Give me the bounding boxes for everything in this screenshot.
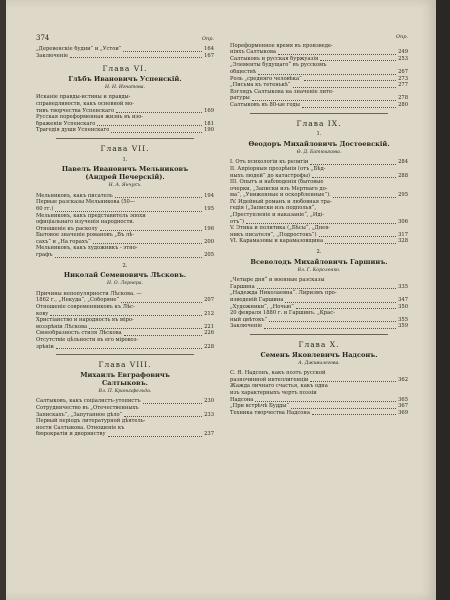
chapter-entries (36, 94, 214, 134)
entry-title: Салтыковъ въ 80-ые годы (230, 101, 300, 108)
entry-last-line (230, 82, 408, 89)
column-header-right: Опр. (395, 34, 408, 40)
dot-leader (285, 298, 396, 303)
entry-page: 317 (398, 231, 408, 238)
dot-leader (291, 404, 396, 409)
entry-title: Надсона (230, 396, 254, 403)
entry-page: 288 (398, 172, 408, 179)
toc-entry (230, 310, 408, 323)
entry-page: 362 (398, 376, 408, 383)
right-column (230, 34, 408, 416)
section-writer: Ѳ. Д. Батюшкова. (296, 149, 342, 155)
entry-last-line (230, 232, 408, 239)
dot-leader (278, 50, 396, 55)
entry-last-line (230, 69, 408, 76)
dot-leader (55, 207, 202, 212)
dot-leader (111, 128, 202, 133)
entry-title: Запискахъ“, „Запутанное дѣло“ (36, 411, 123, 418)
entry-line: Взглядъ Салтыкова на значеніе лите- (230, 88, 334, 95)
entry-last-line (36, 330, 214, 337)
entry-page: 369 (398, 409, 408, 416)
entry-last-line (230, 403, 408, 410)
entry-line: Отношеніе современниковъ къ Лѣс- (36, 304, 135, 311)
toc-entry (36, 53, 214, 60)
entry-line: Жажда личнаго счастья, какъ одна (230, 383, 328, 390)
author-pseudonym: (Андрей Печерскій). (85, 173, 165, 182)
toc-entry (230, 410, 408, 417)
entry-last-line (230, 76, 408, 83)
toc-entry (36, 127, 214, 134)
entry-title: ма“, „Униженные и оскорбленные“). (230, 192, 331, 199)
entry-title: тивъ творчества Успенскаго (36, 107, 115, 114)
entry-page: 221 (204, 323, 214, 330)
entry-page: 295 (398, 192, 408, 199)
entry-title: ніяхъ Салтыкова (230, 49, 276, 56)
entry-line: Мельниковъ, какъ художникъ - этно- (36, 245, 138, 252)
entry-title: Салтыковъ, какъ соціалистъ-утопистъ (36, 398, 141, 405)
entry-title: бюрократіи и дворянству (36, 431, 106, 438)
toc-entry (230, 238, 408, 245)
entry-page: 164 (204, 46, 214, 52)
entry-title: Техника творчества Надсона (230, 409, 310, 416)
toc-entry (36, 330, 214, 337)
chapter-title: Глава VII. (100, 143, 150, 153)
entry-last-line (36, 239, 214, 246)
entry-page: 280 (398, 101, 408, 108)
entry-title: VI. Карамазовы и карамазовщина (230, 238, 324, 245)
divider (56, 138, 194, 139)
entry-line: III. Опытъ и наблюденія (бытовые (230, 179, 324, 186)
dot-leader (296, 304, 396, 309)
entry-last-line (36, 127, 214, 134)
entry-title: Гаршина (230, 283, 255, 290)
entry-line: Бытовое значеніе романовъ „Въ лѣ- (36, 232, 135, 239)
entry-page: 200 (204, 238, 214, 245)
toc-entry (230, 166, 408, 179)
chapter-entries (230, 159, 408, 245)
toc-entry (36, 418, 214, 438)
entry-title: „Письма къ тетенькѣ“ (230, 82, 291, 89)
toc-entry (36, 317, 214, 330)
entry-page: 233 (204, 411, 214, 418)
toc-entry (230, 370, 408, 383)
entry-page: 228 (204, 343, 214, 350)
chapter-author (36, 371, 214, 387)
section-writer: Н. Н. Игнатова. (105, 84, 145, 90)
entry-last-line (230, 102, 408, 109)
entry-page: 169 (204, 107, 214, 114)
entry-last-line (230, 159, 408, 166)
toc-entry (230, 89, 408, 102)
toc-entry (36, 304, 214, 317)
entry-title: отъ“) (230, 218, 244, 225)
dot-leader (124, 331, 203, 336)
entry-last-line (230, 49, 408, 56)
entry-line: изъ характерныхъ чертъ поэзіи (230, 389, 317, 396)
toc-entry (230, 76, 408, 83)
entry-title: ратуры (230, 95, 250, 102)
entry-title: изведеній Гаршина (230, 297, 284, 303)
dot-leader (55, 253, 203, 258)
toc-entry (36, 232, 214, 245)
toc-entry (36, 94, 214, 114)
toc-entry (36, 199, 214, 212)
toc-entry (36, 46, 214, 53)
dot-leader (255, 397, 396, 402)
entry-last-line (230, 323, 408, 330)
dot-leader (246, 219, 396, 224)
right-top-entries (230, 43, 408, 109)
chapter-author: Семенъ Яковлевичъ Надсонъ. (260, 350, 378, 359)
entry-title: обществѣ (230, 68, 256, 75)
dot-leader (257, 284, 396, 289)
entry-title: браженіи Успенскаго (36, 120, 96, 127)
entry-page: 284 (398, 159, 408, 166)
entry-line: гедія („Записки изъ подполья“, (230, 205, 317, 212)
dot-leader (97, 121, 202, 126)
entry-title: „Деревенскіе будни“ и „Устои“ (36, 46, 122, 52)
dot-leader (121, 298, 202, 303)
entry-line: II. Апріорныя прозрѣнія (отъ „Бѣд- (230, 165, 326, 172)
entry-last-line (36, 431, 214, 438)
toc-entry (230, 102, 408, 109)
entry-title: I. Отъ психологіи къ религіи (230, 159, 309, 166)
entry-last-line (36, 46, 214, 53)
entry-title: Своеобразность стиля Лѣскова (36, 330, 122, 337)
toc-entry (36, 337, 214, 350)
entry-title: „При встрѣчѣ Будды“ (230, 403, 290, 410)
entry-last-line (36, 398, 214, 405)
column-header-left: Опр. (201, 36, 214, 42)
entry-page: 196 (204, 225, 214, 232)
entry-page: 194 (204, 192, 214, 199)
chapter-entries (230, 370, 408, 416)
toc-entry (230, 179, 408, 199)
chapter-entries (230, 277, 408, 330)
entry-page: 205 (204, 252, 214, 259)
entry-line: Сотрудничество въ „Отечественныхъ (36, 404, 139, 411)
entry-title: Трагедія души Успенскаго (36, 127, 110, 134)
entry-last-line (36, 324, 214, 331)
entry-title: Салтыковъ и русская буржуазія (230, 55, 319, 62)
entry-line: Первый періодъ литературной дѣятель- (36, 418, 146, 425)
chapter-title: Глава X. (298, 339, 340, 349)
entry-title: ный цвѣтокъ“ (230, 316, 268, 323)
entry-title: Заключеніе (230, 323, 263, 330)
entry-line: Русская пореформенная жизнь въ изо- (36, 114, 144, 121)
entry-page: 253 (398, 55, 408, 62)
entry-last-line (36, 206, 214, 213)
toc-entry (230, 323, 408, 330)
dot-leader (312, 410, 396, 415)
divider (56, 354, 194, 355)
toc-entry (36, 114, 214, 127)
chapter-author: Всеволодъ Михайловичъ Гаршинъ. (250, 257, 388, 266)
entry-page: 249 (398, 49, 408, 56)
toc-entry (230, 159, 408, 166)
section-writer: Вл. П. Кранихфельда. (98, 388, 152, 394)
entry-last-line (230, 95, 408, 102)
entry-page: 278 (398, 95, 408, 102)
entry-page: 365 (398, 396, 408, 403)
entry-title: кову (36, 310, 49, 317)
entry-title: офиціальнаго изученія народности. (36, 219, 135, 226)
entry-line: „Надежда Николаевна“. Лиризмъ про- (230, 290, 337, 297)
entry-title: разночинной интеллигенціи (230, 376, 309, 383)
page-number: 374 (36, 34, 50, 42)
dot-leader (100, 226, 202, 231)
entry-last-line (230, 317, 408, 324)
entry-line: С. Я. Надсонъ, какъ поэтъ русской (230, 370, 326, 377)
dot-leader (264, 324, 396, 329)
entry-title: графъ (36, 252, 53, 259)
dot-leader (124, 412, 202, 417)
entry-page: 306 (398, 218, 408, 225)
entry-last-line (230, 238, 408, 245)
section-number: 1. (316, 131, 322, 138)
entry-title: „Художники“, „Ночью“ (230, 303, 294, 310)
chapter-author: Ѳеодоръ Михайловичъ Достоевскій. (248, 139, 390, 148)
divider (250, 334, 388, 335)
entry-page: 355 (398, 316, 408, 323)
book-page (6, 0, 436, 600)
dot-leader (325, 239, 396, 244)
author-name: Павелъ Ивановичъ Мельниковъ (61, 165, 189, 174)
toc-entry (36, 405, 214, 418)
entry-last-line (230, 377, 408, 384)
toc-entry (230, 277, 408, 290)
dot-leader (258, 70, 396, 75)
chapter-author: Глѣбъ Ивановичъ Успенскій. (68, 74, 182, 83)
section-writer: А. Дживилегова. (298, 360, 340, 366)
entry-title: Отношеніе къ расколу (36, 225, 98, 232)
dot-leader (116, 108, 202, 113)
entry-line: Мельниковъ, какъ представитель эпохи (36, 212, 146, 219)
author-name: Михаилъ Евграфовичъ (80, 370, 170, 379)
entry-line: V. Этика и политика („Бѣсы“, „Днев- (230, 225, 330, 232)
chapter-title: Глава VI. (102, 64, 148, 74)
chapter-entries (36, 398, 214, 438)
dot-leader (123, 47, 202, 52)
entry-last-line (36, 252, 214, 259)
entry-line: Причины непопулярности Лѣскова. — (36, 290, 142, 297)
entry-title: Мельниковъ, какъ писатель (36, 192, 113, 199)
entry-last-line (36, 344, 214, 351)
facing-page-edge (436, 0, 450, 600)
dot-leader (319, 232, 397, 237)
toc-entry (36, 291, 214, 304)
chapter-author (36, 165, 214, 181)
section-writer: Н. А. Янчукъ. (108, 183, 142, 189)
author-surname: Салтыковъ. (102, 378, 148, 387)
entry-line: „Элементы будущаго“ въ русскомъ (230, 62, 327, 69)
section-writer: Н. О. Лернера. (107, 281, 143, 287)
entry-page: 359 (398, 323, 408, 330)
entry-page: 367 (398, 403, 408, 410)
entry-last-line (230, 297, 408, 304)
dot-leader (269, 317, 396, 322)
entry-line: очерки, „Записки изъ Мертваго до- (230, 185, 328, 192)
dot-leader (252, 96, 396, 101)
entry-last-line (36, 121, 214, 128)
entry-page: 350 (398, 303, 408, 310)
toc-entry (230, 225, 408, 238)
chapter-title: Глава IX. (296, 118, 342, 128)
entry-line: „Преступленіе и наказаніе“, „Иді- (230, 212, 324, 219)
section-number: 2. (316, 249, 322, 256)
entry-page: 181 (204, 120, 214, 127)
entry-page: 226 (204, 330, 214, 337)
entry-line: Христіанство и народность въ міро- (36, 317, 134, 324)
toc-entry (36, 398, 214, 405)
entry-title: 1862 г., „Некуда“, „Соборяне“ (36, 297, 120, 304)
toc-entry (230, 403, 408, 410)
dot-leader (108, 432, 203, 437)
entry-line: Отсутствіе цѣльности въ его міровоз- (36, 337, 139, 343)
entry-line: ности Салтыкова. Отношеніе къ (36, 424, 125, 431)
section-number: 2. (122, 262, 128, 269)
divider (250, 113, 388, 114)
dot-leader (143, 399, 203, 404)
entry-last-line (36, 53, 214, 60)
toc-entry (230, 290, 408, 303)
dot-leader (310, 160, 396, 165)
entry-title: воззрѣніи Лѣскова (36, 323, 88, 330)
entry-title: Роль „средняго человѣка“ (230, 75, 302, 82)
entry-title: ныхъ людей“ до катастрофы) (230, 172, 310, 179)
dot-leader (333, 193, 396, 198)
entry-page: 347 (398, 297, 408, 303)
dot-leader (56, 344, 202, 349)
entry-page: 267 (398, 68, 408, 75)
dot-leader (304, 76, 396, 81)
entry-line: Пореформенное время въ произведе- (230, 42, 333, 49)
chapter-author: Николай Семеновичъ Лѣсковъ. (63, 271, 187, 280)
entry-page: 167 (204, 52, 214, 59)
entry-page: 207 (204, 297, 214, 304)
entry-line: Первые разсказы Мельникова (50— (36, 199, 136, 206)
toc-entry (36, 213, 214, 226)
entry-title: никъ писателя“, „Подростокъ“) (230, 231, 317, 238)
dot-leader (70, 53, 202, 58)
entry-page: 212 (204, 310, 214, 317)
entry-page: 273 (398, 75, 408, 82)
dot-leader (302, 103, 396, 108)
entry-last-line (36, 219, 214, 226)
dot-leader (93, 239, 202, 244)
entry-title: сахъ“ и „На горахъ“ (36, 238, 91, 245)
section-number: 1. (122, 156, 128, 163)
entry-title: 60 гг.) (36, 205, 54, 212)
entry-page: 195 (204, 205, 214, 212)
toc-entry (230, 199, 408, 225)
toc-entry (230, 82, 408, 89)
entry-last-line (36, 311, 214, 318)
entry-last-line (230, 192, 408, 199)
dot-leader (310, 377, 396, 382)
chapter-title: Глава VIII. (98, 360, 152, 370)
left-top-entries (36, 46, 214, 59)
chapter-entries (36, 291, 214, 350)
entry-last-line (230, 410, 408, 417)
toc-entry (230, 383, 408, 403)
entry-line: справедливости, какъ основной мо- (36, 100, 134, 107)
toc-entry (230, 43, 408, 56)
chapter-entries (36, 193, 214, 259)
section-writer: Вл. Г. Короленко. (297, 267, 341, 273)
entry-page: 237 (204, 431, 214, 438)
toc-entry (230, 62, 408, 75)
entry-page: 335 (398, 283, 408, 290)
dot-leader (293, 83, 397, 88)
entry-line: 20 февраля 1880 г. и Гаршинъ. „Крас- (230, 310, 335, 317)
entry-line: IV. Идейный романъ и любовная тра- (230, 198, 332, 205)
dot-leader (312, 173, 396, 178)
dot-leader (50, 311, 202, 316)
entry-line: „Четыре дня“ и военные разсказы (230, 277, 325, 284)
entry-line: Исканіе правды-истины и правды- (36, 94, 131, 101)
entry-title: Заключеніе (36, 52, 69, 59)
dot-leader (320, 56, 396, 61)
entry-last-line (230, 397, 408, 404)
dot-leader (89, 324, 202, 329)
toc-entry (36, 245, 214, 258)
entry-page: 190 (204, 127, 214, 134)
entry-page: 277 (398, 82, 408, 89)
entry-title: зрѣніи (36, 343, 54, 350)
entry-page: 328 (398, 238, 408, 245)
dot-leader (115, 193, 202, 198)
entry-page: 230 (204, 398, 214, 405)
